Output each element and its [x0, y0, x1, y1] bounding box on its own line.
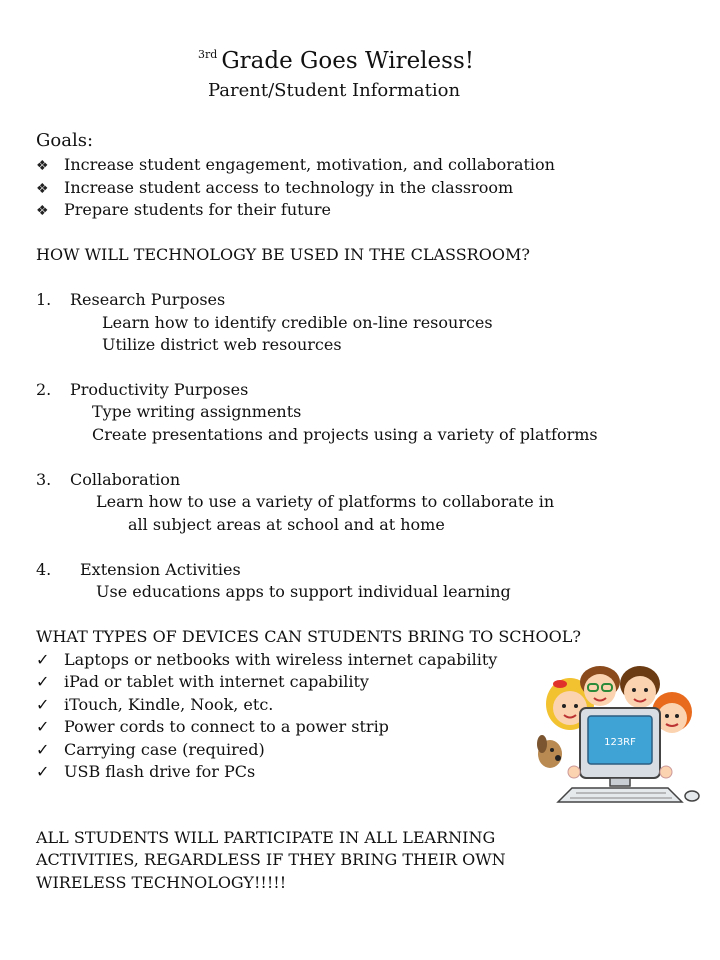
section-3-line: all subject areas at school and at home — [128, 515, 445, 534]
closing-line: ALL STUDENTS WILL PARTICIPATE IN ALL LEARNING — [36, 828, 496, 847]
goals-heading: Goals: — [36, 130, 94, 151]
kids-computer-icon — [536, 662, 706, 807]
closing-line: ACTIVITIES, REGARDLESS IF THEY BRING THEIR OWN — [36, 850, 506, 869]
kids-computer-clipart — [536, 662, 706, 807]
goal-item: ❖ Increase student access to technology in the classroom — [36, 178, 514, 197]
devices-heading: WHAT TYPES OF DEVICES CAN STUDENTS BRING TO SCHOOL? — [36, 627, 581, 646]
section-1-line: Learn how to identify credible on-line resources — [102, 313, 493, 332]
section-2-title: Productivity Purposes — [70, 380, 249, 399]
checkmark-icon: ✓ — [36, 717, 50, 736]
section-2-line: Type writing assignments — [92, 402, 302, 421]
checkmark-icon: ✓ — [36, 740, 50, 759]
section-4-number: 4. — [36, 560, 52, 579]
section-3-number: 3. — [36, 470, 52, 489]
device-item: ✓ USB flash drive for PCs — [36, 762, 256, 781]
title-main: Grade Goes Wireless! — [221, 48, 474, 74]
screen-text: 123RF — [604, 737, 636, 748]
page-title — [198, 48, 474, 74]
section-4-line: Use educations apps to support individual learning — [96, 582, 511, 601]
device-item: ✓ iTouch, Kindle, Nook, etc. — [36, 695, 274, 714]
page-subtitle: Parent/Student Information — [208, 80, 461, 101]
diamond-bullet-icon: ❖ — [36, 158, 49, 174]
section-3-line: Learn how to use a variety of platforms to collaborate in — [96, 492, 555, 511]
device-item: ✓ iPad or tablet with internet capability — [36, 672, 369, 691]
title-superscript: 3rd — [198, 48, 218, 61]
section-4-title: Extension Activities — [80, 560, 241, 579]
closing-line: WIRELESS TECHNOLOGY!!!!! — [36, 873, 287, 892]
diamond-bullet-icon: ❖ — [36, 203, 49, 219]
diamond-bullet-icon: ❖ — [36, 181, 49, 197]
checkmark-icon: ✓ — [36, 695, 50, 714]
section-3-title: Collaboration — [70, 470, 181, 489]
goal-item: ❖ Increase student engagement, motivation, and collaboration — [36, 155, 555, 174]
checkmark-icon: ✓ — [36, 762, 50, 781]
device-item: ✓ Power cords to connect to a power strip — [36, 717, 389, 736]
section-1-title: Research Purposes — [70, 290, 226, 309]
section-2-number: 2. — [36, 380, 52, 399]
device-item: ✓ Carrying case (required) — [36, 740, 265, 759]
goal-item: ❖ Prepare students for their future — [36, 200, 331, 219]
section-1-line: Utilize district web resources — [102, 335, 342, 354]
device-item: ✓ Laptops or netbooks with wireless internet capability — [36, 650, 498, 669]
section-1-number: 1. — [36, 290, 52, 309]
checkmark-icon: ✓ — [36, 672, 50, 691]
how-heading: HOW WILL TECHNOLOGY BE USED IN THE CLASSROOM? — [36, 245, 530, 264]
section-2-line: Create presentations and projects using a variety of platforms — [92, 425, 598, 444]
checkmark-icon: ✓ — [36, 650, 50, 669]
